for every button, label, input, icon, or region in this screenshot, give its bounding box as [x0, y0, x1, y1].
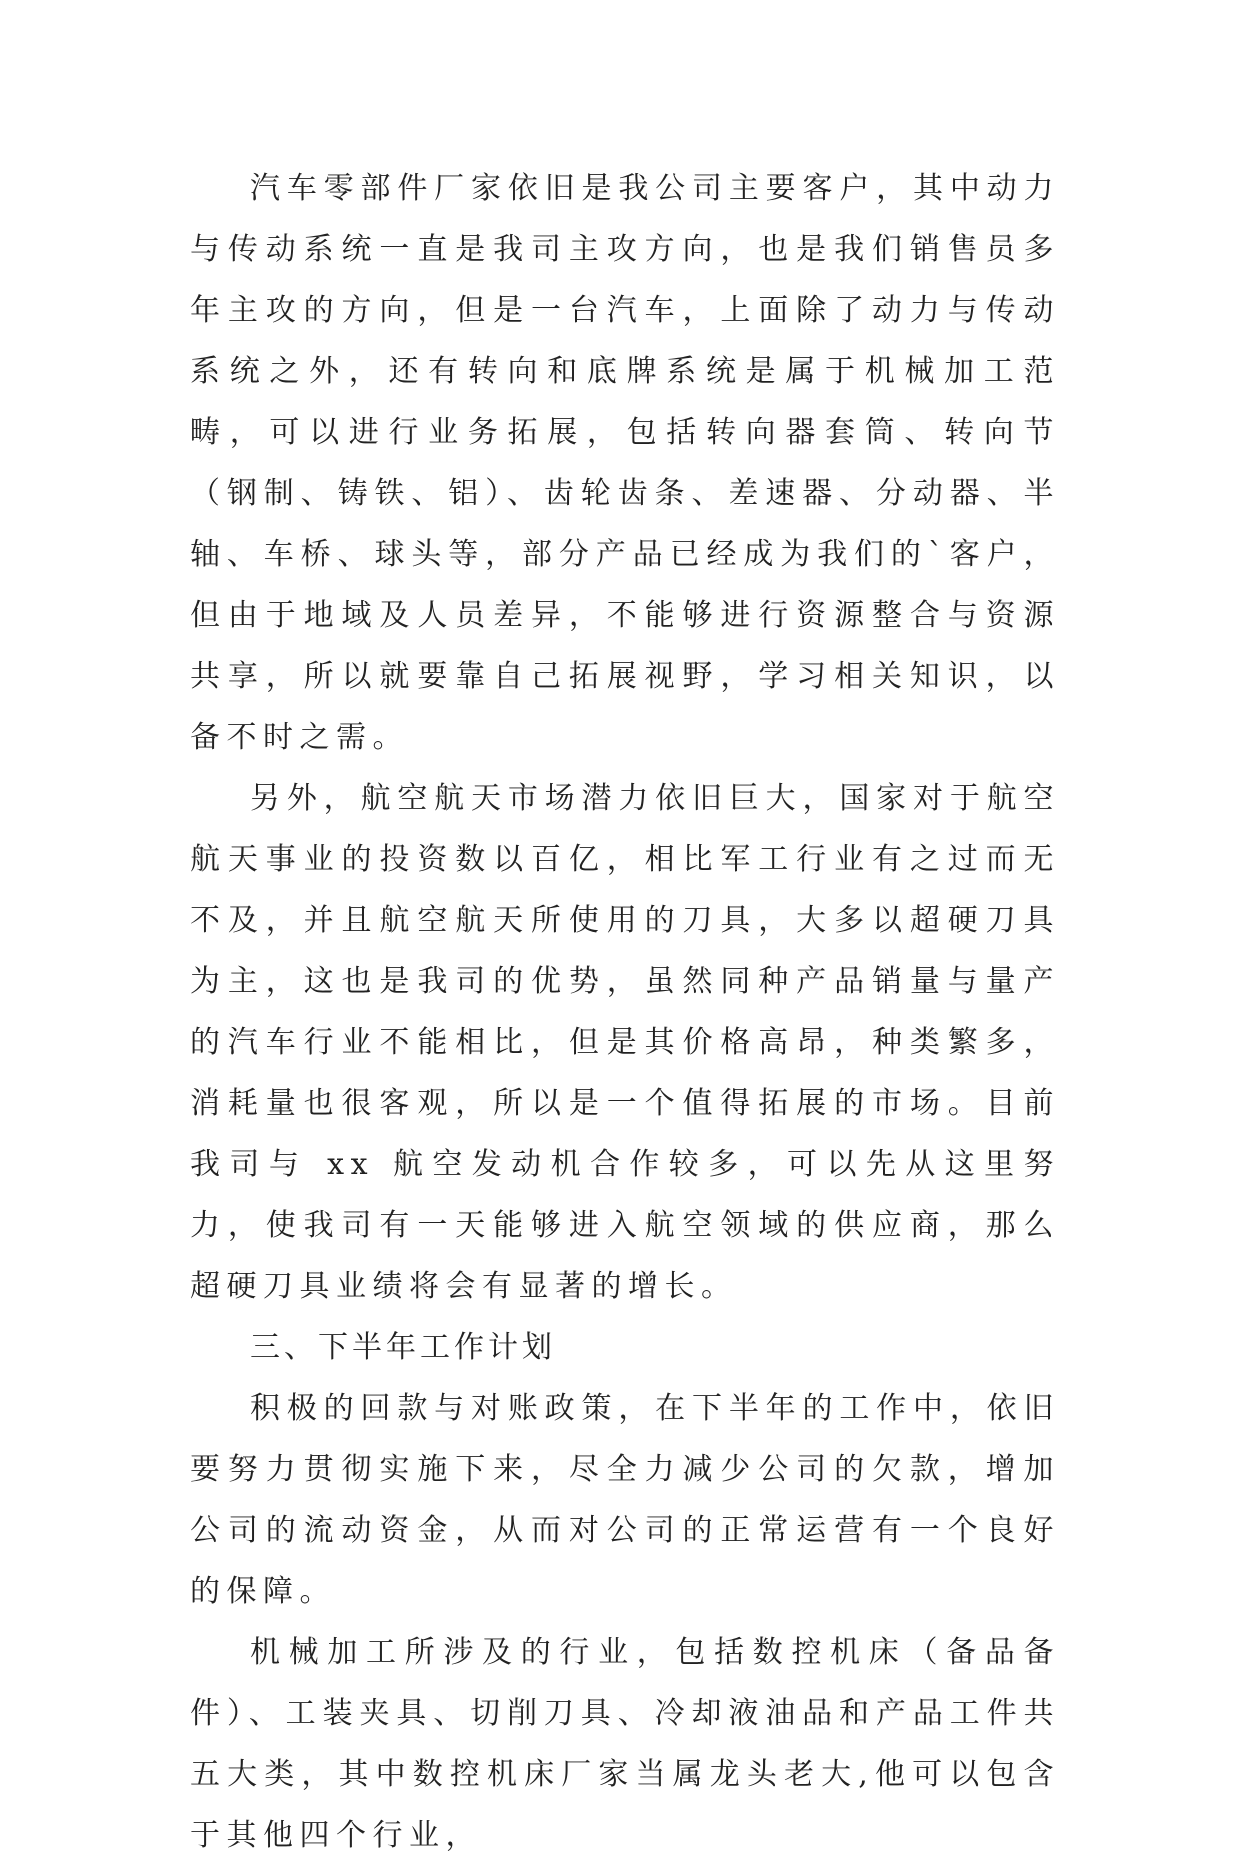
document-body: [190, 158, 1060, 1866]
section-heading-second-half-plan: 三、下半年工作计划: [250, 1330, 556, 1365]
paragraph-aerospace-market: 另外，航空航天市场潜力依旧巨大，国家对于航空航天事业的投资数以百亿，相比军工行业有之过而无不及，并且航空航天所使用的刀具，大多以超硬刀具为主，这也是我司的优势，虽然同种产品销量与量产的汽车行业不能相比，但是其价格高昂，种类繁多，消耗量也很客观，所以是一个值得拓展的市场。目前我司与 xx 航空发动机合作较多，可以先从这里努力，使我司有一天能够进入航空领域的供应商，那么超硬刀具业绩将会有显著的增长。: [190, 781, 1060, 1304]
paragraph-machining-industries: 机械加工所涉及的行业，包括数控机床（备品备件）、工装夹具、切削刀具、冷却液油品和产品工件共五大类，其中数控机床厂家当属龙头老大,他可以包含于其他四个行业，: [190, 1635, 1060, 1853]
paragraph-auto-parts-customers: 汽车零部件厂家依旧是我公司主要客户，其中动力与传动系统一直是我司主攻方向，也是我们销售员多年主攻的方向，但是一台汽车，上面除了动力与传动系统之外，还有转向和底牌系统是属于机械加工范畴，可以进行业务拓展，包括转向器套筒、转向节（钢制、铸铁、铝）、齿轮齿条、差速器、分动器、半轴、车桥、球头等，部分产品已经成为我们的`客户，但由于地域及人员差异，不能够进行资源整合与资源共享，所以就要靠自己拓展视野，学习相关知识，以备不时之需。: [190, 171, 1060, 755]
paragraph-collection-policy: 积极的回款与对账政策，在下半年的工作中，依旧要努力贯彻实施下来，尽全力减少公司的欠款，增加公司的流动资金，从而对公司的正常运营有一个良好的保障。: [190, 1391, 1060, 1609]
